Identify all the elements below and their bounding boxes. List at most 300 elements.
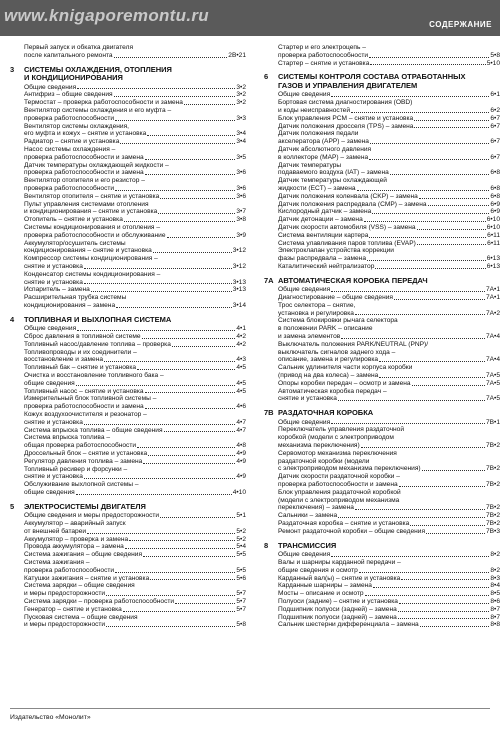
- dot-leader: [142, 337, 236, 339]
- toc-entry[interactable]: [264, 44, 500, 60]
- page-number: 2В•21: [228, 51, 246, 59]
- toc-entry-label: Сальники – замена: [278, 512, 338, 520]
- toc-entry-label: Испаритель – замена: [24, 286, 90, 294]
- toc-entry[interactable]: [10, 224, 246, 240]
- toc-entry[interactable]: [10, 466, 246, 482]
- toc-entry[interactable]: [10, 177, 246, 193]
- toc-entry[interactable]: [264, 177, 500, 193]
- toc-entry[interactable]: [10, 286, 246, 294]
- toc-entry[interactable]: [10, 341, 246, 349]
- dot-leader: [91, 290, 232, 292]
- toc-entry[interactable]: [10, 582, 246, 598]
- toc-entry-text: Компрессор системы кондиционирования –: [24, 255, 158, 263]
- toc-entry[interactable]: [10, 614, 246, 630]
- toc-entry-text: коробкой (модели с электроприводом: [278, 434, 394, 442]
- page-number: 6•9: [490, 208, 500, 216]
- page-number: 7A•1: [485, 294, 500, 302]
- toc-entry-label: Датчик детонации – замена: [278, 216, 363, 224]
- dot-leader: [414, 119, 489, 121]
- page-number: 4•3: [236, 356, 246, 364]
- dot-leader: [422, 469, 485, 471]
- header-band: [0, 0, 500, 36]
- toc-entry[interactable]: [264, 193, 500, 201]
- toc-entry[interactable]: [264, 621, 500, 629]
- toc-entry[interactable]: [10, 138, 246, 146]
- toc-entry[interactable]: [264, 380, 500, 388]
- toc-entry-line: [24, 489, 246, 497]
- dot-leader: [145, 173, 236, 175]
- page-number: 4•5: [236, 379, 246, 387]
- toc-entry-label: жидкости (ECT) – замена: [278, 184, 356, 192]
- toc-entry[interactable]: [264, 559, 500, 575]
- toc-entry[interactable]: [264, 224, 500, 232]
- dot-leader: [370, 142, 489, 144]
- toc-section: [10, 66, 246, 310]
- page-number: 3•3: [236, 114, 246, 122]
- toc-entry[interactable]: [264, 614, 500, 622]
- page-number: 3•2: [236, 99, 246, 107]
- section-number: 7A: [264, 275, 274, 285]
- dot-leader: [379, 376, 485, 378]
- page-number: 6•7: [490, 114, 500, 122]
- toc-entry-label: Сальник шестерни дифференциала – замена: [278, 621, 419, 629]
- toc-entry-label: Кислородный датчик – замена: [278, 208, 372, 216]
- toc-entry[interactable]: [264, 123, 500, 131]
- toc-entry-label: механизма переключения): [278, 442, 360, 450]
- toc-entry-line: [24, 419, 246, 427]
- page-number: 7A•5: [485, 395, 500, 403]
- toc-entry-label: Общие сведения: [24, 83, 77, 91]
- toc-entry-line: [24, 154, 246, 162]
- page-number: 6•8: [490, 184, 500, 192]
- toc-entry-label: Термостат – проверка работоспособности и замена: [24, 99, 183, 107]
- toc-entry-line: [24, 130, 246, 138]
- toc-entry-line: [278, 107, 500, 115]
- toc-entry[interactable]: [264, 489, 500, 512]
- toc-entry-line: [278, 193, 500, 201]
- page-number: 7B•2: [485, 465, 500, 473]
- section-title: [278, 542, 500, 551]
- toc-entry[interactable]: [10, 606, 246, 614]
- page-number: 4•9: [236, 457, 246, 465]
- toc-entry-label: общая проверка работоспособности: [24, 442, 137, 450]
- section-heading: [10, 316, 246, 325]
- toc-entry-label: Система зажигания – общие сведения: [24, 551, 143, 559]
- page-number: 8•3: [490, 574, 500, 582]
- toc-entry-label: Отопитель – снятие и установка: [24, 216, 123, 224]
- toc-entry[interactable]: [10, 551, 246, 559]
- dot-leader: [370, 63, 485, 65]
- toc-entry-label: Общие сведения: [24, 325, 77, 333]
- toc-entry[interactable]: [10, 44, 246, 60]
- toc-entry-text: Сальник удлинителя части корпуса коробки: [278, 364, 413, 372]
- section-number: 5: [10, 501, 15, 511]
- toc-entry[interactable]: [10, 146, 246, 162]
- toc-entry-label: Датчик положения дросселя (TPS) – замена: [278, 122, 414, 130]
- page-number: 3•9: [236, 231, 246, 239]
- page-number: 7B•3: [485, 527, 500, 535]
- dot-leader: [375, 267, 485, 269]
- toc-entry-text: Датчик скорости раздаточной коробки –: [278, 473, 400, 481]
- toc-entry[interactable]: [10, 325, 246, 333]
- page-number: 5•7: [236, 598, 246, 605]
- toc-entry[interactable]: [10, 349, 246, 365]
- toc-entry[interactable]: [10, 372, 246, 388]
- toc-entry[interactable]: [264, 208, 500, 216]
- toc-entry-line: [24, 528, 246, 536]
- toc-entry-label: Антифриз – общие сведения: [24, 91, 113, 99]
- toc-entry-text: Аккумулятор/осушитель системы: [24, 239, 126, 247]
- toc-entry-label: Общие сведения: [278, 551, 331, 559]
- section-title-line: ТОПЛИВНАЯ И ВЫХЛОПНАЯ СИСТЕМА: [24, 314, 172, 324]
- page-number: 4•9: [236, 449, 246, 457]
- toc-entry[interactable]: [10, 255, 246, 271]
- toc-entry[interactable]: [264, 302, 500, 318]
- section-number: 4: [10, 314, 15, 324]
- section-title: [24, 503, 246, 512]
- page-number: 4•5: [236, 387, 246, 395]
- toc-entry-text: Система зарядки – общие сведения: [24, 582, 135, 590]
- toc-entry-label: и коды неисправностей: [278, 106, 351, 114]
- toc-entry-line: [278, 333, 500, 341]
- toc-entry[interactable]: [264, 99, 500, 115]
- page-number: 7B•1: [485, 418, 500, 426]
- toc-entry-label: Карданный вал(ы) – снятие и установка: [278, 574, 401, 582]
- toc-entry[interactable]: [264, 341, 500, 364]
- toc-entry[interactable]: [10, 99, 246, 107]
- toc-entry-label: Аккумулятор – проверка и замена: [24, 535, 129, 543]
- dot-leader: [351, 111, 489, 113]
- toc-entry[interactable]: [10, 364, 246, 372]
- right-column: [264, 44, 500, 635]
- toc-entry-line: [24, 333, 246, 341]
- toc-entry[interactable]: [10, 162, 246, 178]
- dot-leader: [104, 360, 235, 362]
- toc-entry-line: [24, 450, 246, 458]
- toc-entry[interactable]: [10, 520, 246, 536]
- toc-entry-text: Конденсатор системы кондиционирования –: [24, 270, 161, 278]
- toc-entry[interactable]: [264, 520, 500, 528]
- dot-leader: [77, 87, 235, 89]
- page-number: 6•7: [490, 138, 500, 146]
- toc-entry[interactable]: [264, 575, 500, 583]
- toc-entry-text: Стартер и его электроцепь –: [278, 44, 366, 51]
- toc-entry-text: выключатель сигналов заднего хода –: [278, 348, 396, 356]
- toc-entry-label: акселератора (APP) – замена: [278, 138, 369, 146]
- page-number: 4•5: [236, 364, 246, 372]
- dot-leader: [106, 594, 235, 596]
- toc-entry-line: [24, 302, 246, 310]
- section-title: [24, 66, 246, 83]
- page-number: 5•2: [236, 527, 246, 535]
- toc-entry[interactable]: [264, 130, 500, 146]
- toc-entry-text: Датчик температуры охлаждающей жидкости –: [24, 161, 169, 169]
- toc-entry[interactable]: [264, 286, 500, 294]
- toc-entry-line: [278, 294, 500, 302]
- toc-entry-label: проверка работоспособности: [278, 51, 369, 59]
- toc-entry-label: Сброс давления в топливной системе: [24, 333, 141, 340]
- page-number: 3•12: [232, 247, 246, 255]
- section-title-line: ТРАНСМИССИЯ: [278, 540, 337, 550]
- section-title: [278, 277, 500, 286]
- toc-entry-line: [278, 567, 500, 575]
- toc-entry-line: [24, 325, 246, 333]
- page-number: 4•7: [236, 426, 246, 434]
- toc-entry[interactable]: [264, 162, 500, 178]
- page-number: 5•5: [236, 566, 246, 574]
- toc-entry-label: от внешней батареи: [24, 527, 87, 535]
- toc-entry-label: снятие и установка: [24, 278, 83, 286]
- toc-entry[interactable]: [10, 240, 246, 256]
- dot-leader: [365, 594, 490, 596]
- toc-entry[interactable]: [264, 216, 500, 224]
- toc-entry[interactable]: [10, 123, 246, 139]
- toc-entry[interactable]: [10, 193, 246, 201]
- section-title-line: И КОНДИЦИОНИРОВАНИЯ: [24, 73, 123, 83]
- toc-entry-text: Обслуживание выхлопной системы –: [24, 481, 139, 489]
- toc-entry-line: [278, 169, 500, 177]
- toc-entry-text: Кожух воздухоочистителя и резонатор –: [24, 410, 147, 418]
- toc-entry-text: Переключатель управления раздаточной: [278, 426, 405, 434]
- dot-leader: [153, 251, 232, 253]
- toc-entry[interactable]: [264, 598, 500, 606]
- toc-entry-label: Топливный бак – снятие и установка: [24, 364, 137, 372]
- page-number: 6•1: [490, 91, 500, 99]
- toc-entry[interactable]: [264, 146, 500, 162]
- section-heading: [264, 409, 500, 418]
- toc-entry[interactable]: [264, 60, 500, 68]
- toc-entry[interactable]: [10, 411, 246, 427]
- toc-entry[interactable]: [10, 559, 246, 575]
- section-title-line: АВТОМАТИЧЕСКАЯ КОРОБКА ПЕРЕДАЧ: [278, 275, 428, 285]
- page-number: 3•13: [232, 286, 246, 294]
- page-number: 8•2: [490, 551, 500, 559]
- toc-entry-text: Электроклапан устройства коррекции: [278, 247, 394, 255]
- dot-leader: [394, 298, 485, 300]
- toc-entry-text: (модели с электроприводом механизма: [278, 496, 400, 504]
- toc-entry[interactable]: [264, 263, 500, 271]
- dot-leader: [331, 555, 489, 557]
- toc-entry-line: [278, 255, 500, 263]
- toc-entry-line: [278, 582, 500, 590]
- page-number: 4•10: [232, 488, 246, 496]
- toc-entry-line: [24, 52, 246, 60]
- section-title-line: ГАЗОВ И УПРАВЛЕНИЯ ДВИГАТЕЛЕМ: [278, 80, 418, 90]
- toc-entry-label: Общие сведения: [278, 418, 331, 426]
- page-number: 3•7: [236, 208, 246, 216]
- toc-entry-label: и меры предосторожности: [24, 590, 106, 598]
- page-number: 4•9: [236, 473, 246, 481]
- section-number: 3: [10, 64, 15, 74]
- dot-leader: [355, 313, 485, 315]
- toc-section: [264, 73, 500, 270]
- toc-entry-line: [24, 286, 246, 294]
- dot-leader: [84, 477, 235, 479]
- toc-entry[interactable]: [10, 333, 246, 341]
- toc-entry-line: [278, 224, 500, 232]
- page-number: 6•7: [490, 122, 500, 130]
- dot-leader: [355, 508, 485, 510]
- toc-entry-text: Система блокировки рычага селектора: [278, 317, 398, 325]
- toc-entry[interactable]: [10, 271, 246, 287]
- toc-entry-label: Диагностирование – общие сведения: [278, 294, 393, 302]
- dot-leader: [124, 220, 235, 222]
- page-number: 7A•5: [485, 379, 500, 387]
- dot-leader: [331, 290, 485, 292]
- page-title: СОДЕРЖАНИЕ: [429, 20, 492, 29]
- toc-entry[interactable]: [264, 590, 500, 598]
- page-number: 3•14: [232, 301, 246, 309]
- page-number: 8•5: [490, 590, 500, 598]
- page-number: 6•8: [490, 192, 500, 200]
- toc-entry[interactable]: [10, 294, 246, 310]
- toc-entry[interactable]: [264, 294, 500, 302]
- toc-entry-text: Датчик температуры охлаждающей: [278, 177, 387, 185]
- toc-entry-text: Вентилятор системы охлаждения,: [24, 122, 129, 130]
- dot-leader: [120, 142, 235, 144]
- toc-entry-label: Мосты – описание и осмотр: [278, 590, 364, 598]
- page-number: 6•9: [490, 200, 500, 208]
- toc-entry-text: Топливный ресивер и форсунки –: [24, 465, 128, 473]
- toc-entry[interactable]: [10, 458, 246, 466]
- section-heading: [264, 277, 500, 286]
- section-heading: [264, 73, 500, 90]
- toc-entry-label: проверка работоспособности: [24, 184, 115, 192]
- toc-entry-label: Карданные шарниры – замена: [278, 582, 372, 590]
- toc-entry-label: Система зарядки – проверка работоспособности: [24, 598, 175, 605]
- toc-entry-line: [278, 91, 500, 99]
- toc-section: [264, 409, 500, 535]
- page-number: 6•13: [486, 262, 500, 270]
- toc-entry[interactable]: [10, 512, 246, 520]
- toc-entry-line: [278, 590, 500, 598]
- dot-leader: [420, 625, 490, 627]
- toc-entry-label: проверка работоспособности и замена: [24, 153, 144, 161]
- page-number: 8•4: [490, 582, 500, 590]
- page-number: 6•2: [490, 106, 500, 114]
- page-number: 5•6: [236, 574, 246, 582]
- toc-entry[interactable]: [264, 364, 500, 380]
- toc-entry-label: Подшипник полуоси (задней) – замена: [278, 605, 397, 613]
- toc-entry[interactable]: [264, 512, 500, 520]
- page-number: 3•13: [232, 278, 246, 286]
- toc-entry-label: проверка работоспособности: [24, 114, 115, 122]
- page-number: 7B•2: [485, 504, 500, 512]
- toc-entry-text: в положении PARK – описание: [278, 325, 373, 333]
- dot-leader: [114, 56, 228, 58]
- toc-entry-label: и меры предосторожности: [24, 621, 106, 629]
- toc-entry-text: Датчик абсолютного давления: [278, 145, 372, 153]
- toc-entry[interactable]: [10, 201, 246, 217]
- dot-leader: [145, 391, 236, 393]
- toc-entry-line: [278, 504, 500, 512]
- toc-entry-label: Опоры коробки передач – осмотр и замена: [278, 379, 411, 387]
- toc-entry[interactable]: [264, 606, 500, 614]
- toc-entry[interactable]: [264, 582, 500, 590]
- toc-entry-line: [24, 606, 246, 614]
- toc-entry-line: [24, 403, 246, 411]
- toc-section: [10, 503, 246, 629]
- toc-entry-line: [278, 606, 500, 614]
- toc-entry-label: Общие сведения: [278, 286, 331, 294]
- toc-entry-line: [24, 247, 246, 255]
- page-number: 6•10: [486, 223, 500, 231]
- toc-entry[interactable]: [10, 434, 246, 450]
- toc-entry-label: кондиционирования – замена: [24, 301, 116, 309]
- page-number: 5•2: [236, 535, 246, 543]
- dot-leader: [150, 578, 235, 580]
- dot-leader: [145, 407, 236, 409]
- dot-leader: [143, 555, 235, 557]
- toc-entry-label: (привод на два колеса) – замена: [278, 371, 379, 379]
- page-number: 3•4: [236, 138, 246, 146]
- section-title: [278, 73, 500, 90]
- toc-entry[interactable]: [264, 450, 500, 473]
- toc-entry[interactable]: [10, 427, 246, 435]
- toc-entry-label: снятие и установка: [24, 418, 83, 426]
- toc-entry[interactable]: [10, 481, 246, 497]
- section-title-line: РАЗДАТОЧНАЯ КОРОБКА: [278, 408, 374, 418]
- toc-entry[interactable]: [264, 247, 500, 263]
- toc-entry-text: Датчик температуры: [278, 161, 342, 169]
- dot-leader: [373, 586, 489, 588]
- toc-entry-line: [278, 372, 500, 380]
- toc-entry-line: [24, 380, 246, 388]
- toc-entry-line: [24, 427, 246, 435]
- toc-entry[interactable]: [264, 317, 500, 340]
- toc-entry[interactable]: [264, 91, 500, 99]
- toc-entry[interactable]: [264, 232, 500, 240]
- toc-entry[interactable]: [10, 598, 246, 606]
- page-number: 7A•4: [485, 333, 500, 340]
- toc-entry-label: общие сведения: [24, 488, 75, 496]
- page-number: 8•6: [490, 597, 500, 605]
- toc-entry-label: снятие и установка: [24, 262, 83, 270]
- toc-entry[interactable]: [10, 450, 246, 458]
- toc-entry[interactable]: [264, 551, 500, 559]
- dot-leader: [76, 493, 232, 495]
- page-number: 4•1: [236, 325, 246, 333]
- dot-leader: [158, 212, 235, 214]
- toc-entry[interactable]: [264, 388, 500, 404]
- page-number: 5•7: [236, 605, 246, 613]
- toc-entry[interactable]: [264, 473, 500, 489]
- toc-entry-text: Топливопроводы и их соединители –: [24, 348, 137, 356]
- page-number: 3•8: [236, 216, 246, 224]
- section-number: 7B: [264, 408, 274, 418]
- toc-section: [264, 277, 500, 403]
- toc-entry[interactable]: [264, 115, 500, 123]
- dot-leader: [77, 329, 235, 331]
- toc-entry[interactable]: [10, 107, 246, 123]
- toc-entry[interactable]: [264, 426, 500, 449]
- toc-entry[interactable]: [264, 528, 500, 536]
- page-number: 7A•2: [485, 309, 500, 317]
- page-number: 3•5: [236, 153, 246, 161]
- page-number: 6•10: [486, 216, 500, 224]
- dot-leader: [399, 485, 485, 487]
- page-number: 5•4: [236, 543, 246, 551]
- toc-entry[interactable]: [10, 395, 246, 411]
- section-heading: [10, 66, 246, 83]
- toc-entry-label: Полуоси (задние) – снятие и установка: [278, 597, 398, 605]
- toc-entry[interactable]: [10, 216, 246, 224]
- toc-entry-text: Сервомотор механизма переключения: [278, 449, 397, 457]
- toc-entry-label: Общие сведения: [278, 91, 331, 99]
- page-number: 3•4: [236, 130, 246, 138]
- toc-entry[interactable]: [10, 536, 246, 544]
- toc-entry-line: [24, 364, 246, 372]
